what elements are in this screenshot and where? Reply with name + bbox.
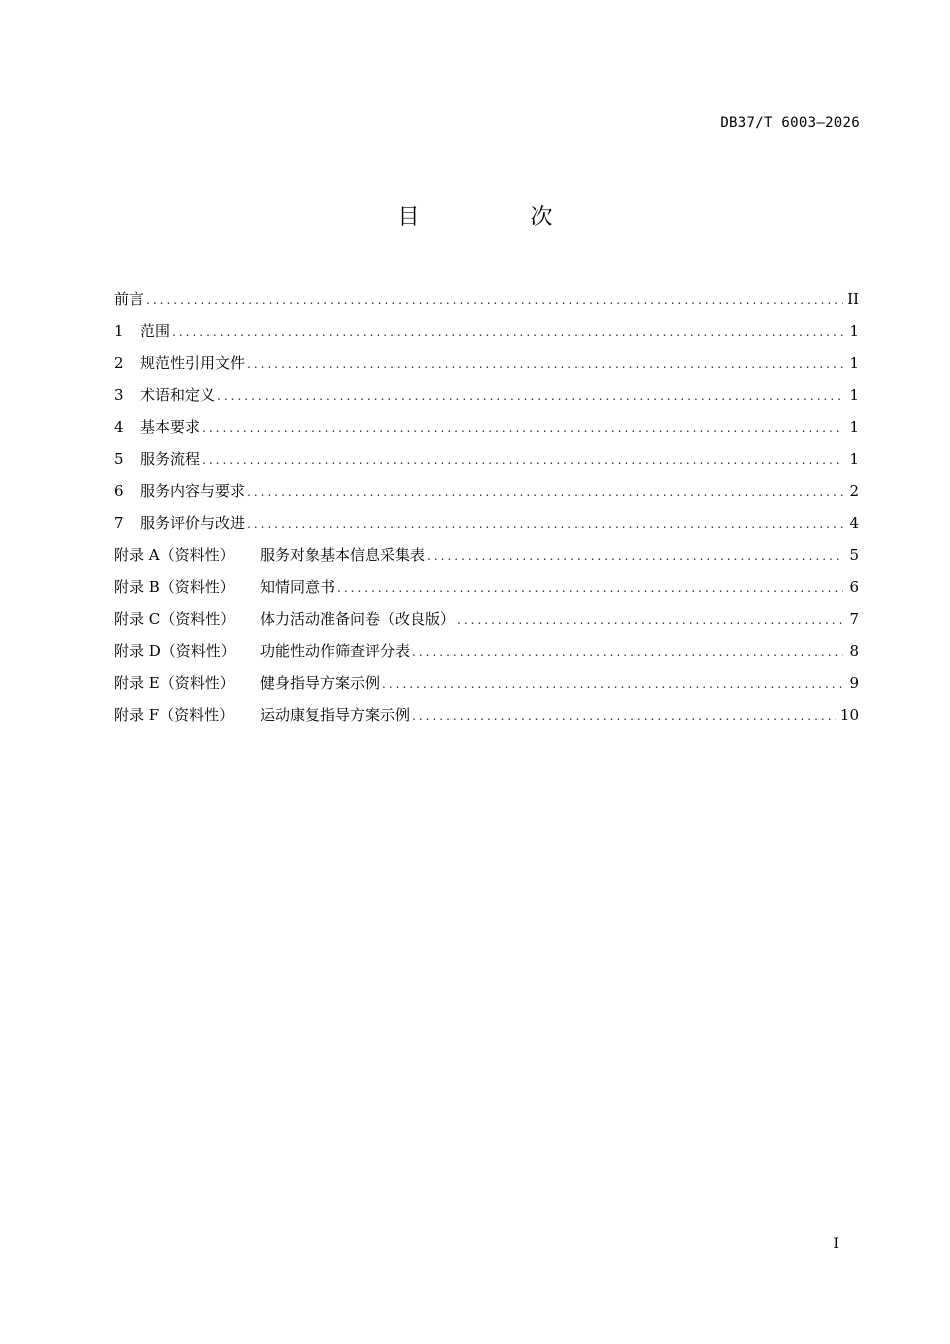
toc-entry-number: 2 xyxy=(114,354,124,372)
toc-entry-text: 服务对象基本信息采集表 xyxy=(260,546,426,564)
toc-leader-dots xyxy=(457,606,843,634)
toc-leader-dots xyxy=(217,382,843,410)
toc-entry-label xyxy=(114,477,245,505)
toc-entry-basic-requirements[interactable] xyxy=(114,413,859,445)
toc-entry-appendix-b[interactable] xyxy=(114,573,859,605)
toc-leader-dots xyxy=(337,574,843,602)
toc-leader-dots xyxy=(412,638,843,666)
toc-entry-label xyxy=(114,637,410,665)
toc-entry-text: 服务内容与要求 xyxy=(140,482,246,500)
toc-entry-number: 5 xyxy=(114,450,124,468)
toc-leader-dots xyxy=(146,286,843,314)
toc-entry-page: 1 xyxy=(849,386,859,404)
toc-entry-service-process[interactable] xyxy=(114,445,859,477)
toc-entry-number: 4 xyxy=(114,418,124,436)
toc-entry-foreword[interactable] xyxy=(114,285,859,317)
toc-leader-dots xyxy=(202,414,843,442)
toc-entry-label: 前言 xyxy=(114,290,145,308)
toc-leader-dots xyxy=(247,350,843,378)
toc-entry-appendix-c[interactable] xyxy=(114,605,859,637)
toc-entry-page: 1 xyxy=(849,418,859,436)
toc-leader-dots xyxy=(427,542,843,570)
toc-entry-page: 1 xyxy=(849,354,859,372)
toc-entry-normative-references[interactable] xyxy=(114,349,859,381)
toc-entry-page: 10 xyxy=(839,706,859,724)
toc-entry-text: 服务评价与改进 xyxy=(140,514,246,532)
toc-entry-service-content[interactable] xyxy=(114,477,859,509)
toc-leader-dots xyxy=(247,510,843,538)
toc-leader-dots xyxy=(412,702,836,730)
toc-entry-text: 体力活动准备问卷（改良版） xyxy=(260,610,456,628)
toc-appendix-prefix: 附录 F（资料性） xyxy=(114,706,235,724)
toc-entry-label xyxy=(114,605,455,633)
toc-leader-dots xyxy=(382,670,843,698)
toc-entry-text: 规范性引用文件 xyxy=(140,354,246,372)
toc-entry-appendix-e[interactable] xyxy=(114,669,859,701)
toc-entry-label xyxy=(114,509,245,537)
toc-entry-page: 1 xyxy=(849,322,859,340)
toc-title: 目 次 xyxy=(397,205,605,230)
toc-appendix-prefix: 附录 B（资料性） xyxy=(114,578,235,596)
toc-entry-label xyxy=(114,541,425,569)
toc-entry-page: 8 xyxy=(849,642,859,660)
toc-entry-text: 术语和定义 xyxy=(140,386,216,404)
toc-entry-label xyxy=(114,669,380,697)
toc-entry-label xyxy=(114,445,200,473)
toc-entry-page: 4 xyxy=(849,514,859,532)
toc-appendix-prefix: 附录 A（资料性） xyxy=(114,546,235,564)
toc-entry-appendix-a[interactable] xyxy=(114,541,859,573)
toc-entry-text: 服务流程 xyxy=(140,450,201,468)
toc-appendix-prefix: 附录 C（资料性） xyxy=(114,610,236,628)
toc-entry-page: 5 xyxy=(849,546,859,564)
page-number: I xyxy=(833,1236,839,1252)
toc-entry-text: 健身指导方案示例 xyxy=(260,674,381,692)
toc-entry-text: 基本要求 xyxy=(140,418,201,436)
toc-entry-text: 知情同意书 xyxy=(260,578,336,596)
toc-entry-page: II xyxy=(847,290,859,308)
toc-entry-page: 9 xyxy=(849,674,859,692)
toc-entry-number: 3 xyxy=(114,386,124,404)
toc-entry-number: 6 xyxy=(114,482,124,500)
toc-entry-page: 1 xyxy=(849,450,859,468)
toc-leader-dots xyxy=(172,318,843,346)
toc-leader-dots xyxy=(202,446,843,474)
toc-entry-label xyxy=(114,701,410,729)
table-of-contents xyxy=(114,285,859,733)
toc-entry-page: 2 xyxy=(849,482,859,500)
toc-entry-number: 7 xyxy=(114,514,124,532)
toc-entry-number: 1 xyxy=(114,322,124,340)
toc-entry-terms-definitions[interactable] xyxy=(114,381,859,413)
toc-appendix-prefix: 附录 D（资料性） xyxy=(114,642,236,660)
toc-entry-appendix-f[interactable] xyxy=(114,701,859,733)
toc-entry-text: 运动康复指导方案示例 xyxy=(260,706,411,724)
toc-appendix-prefix: 附录 E（资料性） xyxy=(114,674,235,692)
standard-code: DB37/T 6003—2026 xyxy=(720,115,860,131)
toc-entry-text: 范围 xyxy=(140,322,171,340)
toc-entry-page: 7 xyxy=(849,610,859,628)
toc-entry-label xyxy=(114,413,200,441)
toc-entry-label xyxy=(114,381,215,409)
toc-entry-label xyxy=(114,317,170,345)
toc-entry-service-evaluation[interactable] xyxy=(114,509,859,541)
toc-entry-appendix-d[interactable] xyxy=(114,637,859,669)
toc-entry-label xyxy=(114,349,245,377)
toc-entry-scope[interactable] xyxy=(114,317,859,349)
toc-entry-text: 功能性动作筛查评分表 xyxy=(260,642,411,660)
toc-entry-page: 6 xyxy=(849,578,859,596)
toc-leader-dots xyxy=(247,478,843,506)
toc-entry-label xyxy=(114,573,335,601)
